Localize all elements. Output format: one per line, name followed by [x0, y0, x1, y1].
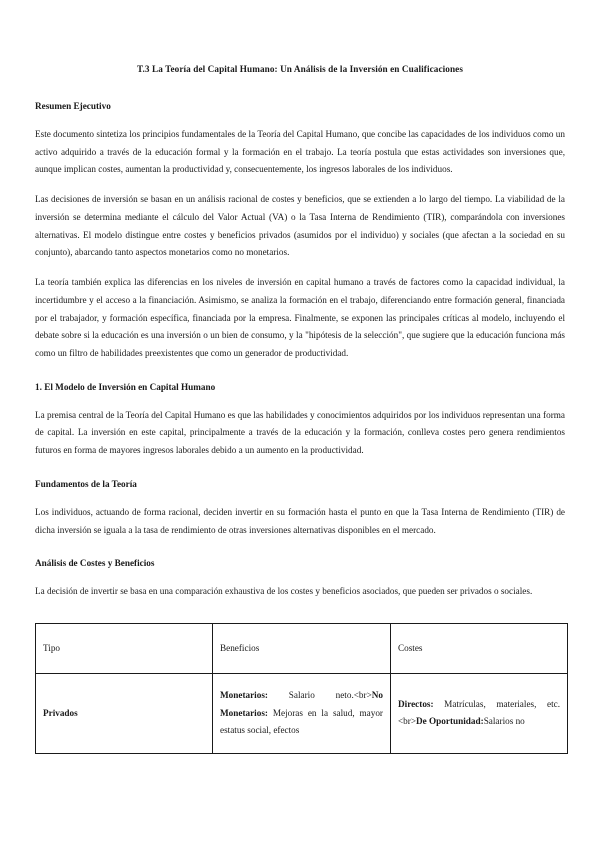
paragraph-resumen-3: La teoría también explica las diferencias en los niveles de inversión en capital humano a través de factores como la capacidad individual, la incertidumbre y el acceso a la financiación. Asimismo, se analiza la formación en el trabajo, diferenciando entre formación general, financiada por el trabajador, y formación específica, financiada por la empresa. Finalmente, se exponen las principales críticas al modelo, incluyendo el debate sobre si la educación es una inversión o un bien de consumo, y la "hipótesis de la selección", que sugiere que la educación funciona más como un filtro de habilidades preexistentes que como un generador de productividad.	[35, 277, 565, 358]
table-header-beneficios: Beneficios	[213, 623, 391, 673]
spacer	[35, 113, 565, 126]
table-cell-costes	[391, 673, 568, 753]
spacer	[35, 491, 565, 504]
costes-text-directos: Matrículas, materiales, etc.<br>	[398, 698, 560, 727]
table-cell-beneficios	[213, 673, 391, 753]
beneficios-label-monetarios: Monetarios:	[220, 689, 268, 700]
spacer	[35, 570, 565, 583]
spacer	[35, 539, 565, 557]
spacer	[35, 601, 565, 623]
costes-text-oportunidad: Salarios no	[483, 716, 525, 727]
paragraph-resumen-2: Las decisiones de inversión se basan en un análisis racional de costes y beneficios, que se extienden a lo largo del tiempo. La viabilidad de la inversión se determina mediante el cálculo del Valor Actual (VA) o la Tasa Interna de Rendimiento (TIR), comparándola con inversiones alternativas. El modelo distingue entre costes y beneficios privados (asumidos por el individuo) y sociales (que afectan a la sociedad en su conjunto), abarcando tanto aspectos monetarios como no monetarios.	[35, 194, 565, 258]
spacer	[35, 363, 565, 381]
paragraph-fundamentos-1: Los individuos, actuando de forma racional, deciden invertir en su formación hasta el punto en que la Tasa Interna de Rendimiento (TIR) de dicha inversión se iguala a la tasa de rendimiento de otras inversiones alternativas disponibles en el mercado.	[35, 506, 565, 535]
spacer	[35, 394, 565, 407]
beneficios-label-no-monetarios: No Monetarios:	[220, 689, 383, 718]
paragraph-modelo-1: La premisa central de la Teoría del Capital Humano es que las habilidades y conocimientos adquiridos por los individuos representan una forma de capital. La inversión en este capital, principalmente a través de la educación y la formación, conlleva costes pero genera rendimientos futuros en forma de mayores ingresos laborales debido a un aumento en la productividad.	[35, 409, 565, 456]
costes-label-directos: Directos:	[398, 698, 434, 709]
beneficios-text-no-monetarios: Mejoras en la salud, mayor estatus social, efectos	[220, 707, 383, 736]
spacer	[35, 76, 565, 100]
heading-fundamentos-teoria: Fundamentos de la Teoría	[35, 478, 137, 489]
costes-label-oportunidad: De Oportunidad:	[416, 716, 484, 727]
spacer	[35, 179, 565, 191]
spacer	[35, 262, 565, 274]
table-header-costes: Costes	[391, 623, 568, 673]
beneficios-text-monetarios: Salario neto.<br>	[267, 689, 372, 700]
table-header-row	[36, 623, 568, 673]
spacer	[35, 460, 565, 478]
heading-modelo-inversion: 1. El Modelo de Inversión en Capital Humano	[35, 381, 216, 392]
table-row	[36, 673, 568, 753]
table-cell-tipo: Privados	[36, 673, 213, 753]
paragraph-resumen-1: Este documento sintetiza los principios fundamentales de la Teoría del Capital Humano, que concibe las capacidades de los individuos como un activo adquirido a través de la educación formal y la formación en el trabajo. La teoría postula que estas actividades son inversiones que, aunque implican costes, aumentan la productividad y, consecuentemente, los ingresos laborales de los individuos.	[35, 128, 565, 175]
paragraph-analisis-1: La decisión de invertir se basa en una comparación exhaustiva de los costes y beneficios asociados, que pueden ser privados o sociales.	[35, 586, 533, 597]
costes-beneficios-table	[35, 623, 568, 754]
page-title: T.3 La Teoría del Capital Humano: Un Análisis de la Inversión en Cualificaciones	[137, 64, 463, 74]
heading-analisis-costes-beneficios: Análisis de Costes y Beneficios	[35, 558, 155, 569]
heading-resumen-ejecutivo: Resumen Ejecutivo	[35, 100, 111, 111]
table-header-tipo: Tipo	[36, 623, 213, 673]
